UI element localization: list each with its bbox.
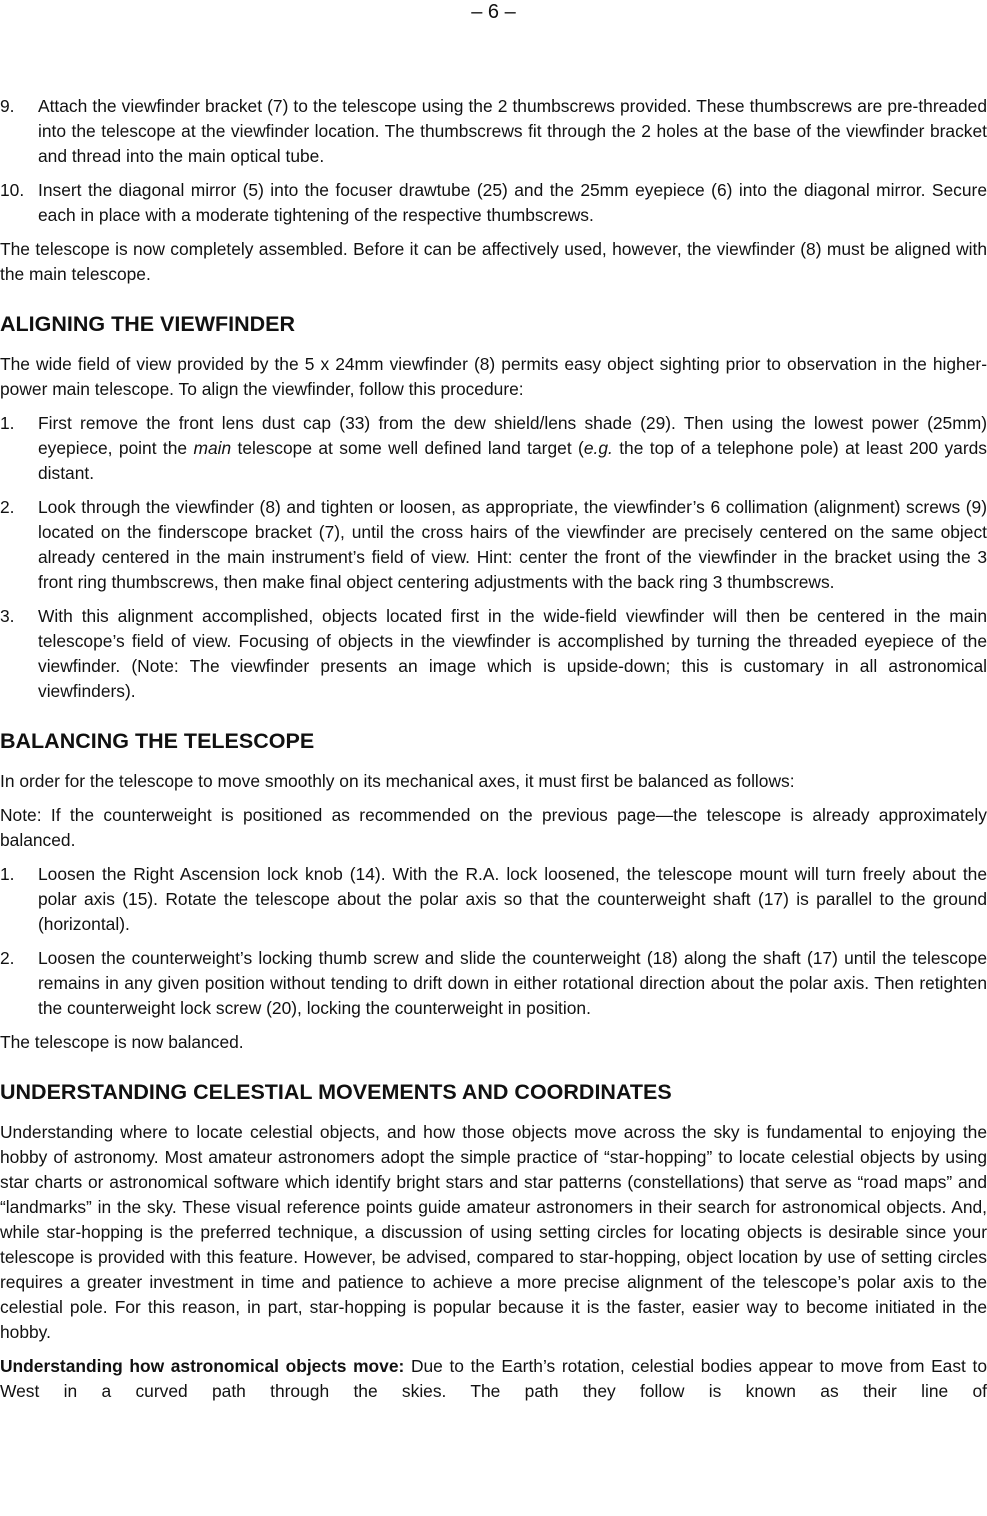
step-number: 3.: [0, 606, 15, 626]
assembled-note: The telescope is now completely assembled. Before it can be affectively used, however, the viewfinder (8) must be aligned with the main telescope.: [0, 239, 987, 284]
step-text: Look through the viewfinder (8) and tighten or loosen, as appropriate, the viewfinder’s 6 collimation (alignment) screws (9) located on the finderscope bracket (7), until the cross hairs of the viewfinder are precisely centered on the same object already centered in the main instrument’s field of view. Hint: center the front of the viewfinder in the bracket using the 3 front ring thumbscrews, then make final object centering adjustments with the back ring 3 thumbscrews.: [38, 497, 987, 592]
page-number: – 6 –: [471, 1, 516, 23]
assembly-step-10: [0, 178, 987, 228]
step-text: First remove the front lens dust cap (33) from the dew shield/lens shade (29). Then using the lowest power (25mm) eyepiece, point the main telescope at some well defined land target (e.g. the top of a telephone pole) at least 200 yards distant.: [38, 413, 987, 483]
balancing-intro: In order for the telescope to move smoothly on its mechanical axes, it must first be balanced as follows:: [0, 771, 795, 791]
step-text: Attach the viewfinder bracket (7) to the telescope using the 2 thumbscrews provided. These thumbscrews are pre-threaded into the telescope at the viewfinder location. The thumbscrews fit through the 2 holes at the base of the viewfinder bracket and thread into the main optical tube.: [38, 96, 987, 166]
step-text: Loosen the counterweight’s locking thumb screw and slide the counterweight (18) along the shaft (17) until the telescope remains in any given position without tending to drift down in either rotational direction about the polar axis. Then retighten the counterweight lock screw (20), locking the counterweight in position.: [38, 948, 987, 1018]
assembly-step-9: [0, 94, 987, 169]
step-number: 1.: [0, 864, 15, 884]
heading-celestial-movements: UNDERSTANDING CELESTIAL MOVEMENTS AND COORDINATES: [0, 1080, 672, 1104]
step-text: Loosen the Right Ascension lock knob (14). With the R.A. lock loosened, the telescope mount will turn freely about the polar axis (15). Rotate the telescope about the polar axis so that the counterweight shaft (17) is parallel to the ground (horizontal).: [38, 864, 987, 934]
balancing-step-2: [0, 946, 987, 1021]
step-number: 1.: [0, 413, 15, 433]
aligning-intro: The wide field of view provided by the 5 x 24mm viewfinder (8) permits easy object sighting prior to observation in the higher-power main telescope. To align the viewfinder, follow this procedure:: [0, 354, 987, 399]
step-text: Insert the diagonal mirror (5) into the focuser drawtube (25) and the 25mm eyepiece (6) into the diagonal mirror. Secure each in place with a moderate tightening of the respective thumbscrews.: [38, 180, 987, 225]
aligning-step-2: [0, 495, 987, 595]
aligning-step-3: [0, 604, 987, 704]
paragraph-text: Due to the Earth’s rotation, celestial bodies appear to move from East to West in a curved path through the skies. The path they follow is known as their line of: [0, 1356, 987, 1401]
step-number: 9.: [0, 96, 15, 116]
celestial-paragraph-2: [0, 1354, 987, 1404]
paragraph-lead: Understanding how astronomical objects move:: [0, 1356, 405, 1376]
step-text: With this alignment accomplished, objects located first in the wide-field viewfinder will then be centered in the main telescope’s field of view. Focusing of objects in the viewfinder is accomplished by turning the threaded eyepiece of the viewfinder. (Note: The viewfinder presents an image which is upside-down; this is customary in all astronomical viewfinders).: [38, 606, 987, 701]
heading-balancing-telescope: BALANCING THE TELESCOPE: [0, 729, 315, 753]
page-content: [0, 94, 987, 1413]
balancing-outro: The telescope is now balanced.: [0, 1032, 244, 1052]
heading-aligning-viewfinder: ALIGNING THE VIEWFINDER: [0, 312, 296, 336]
step-number: 2.: [0, 948, 15, 968]
aligning-step-1: [0, 411, 987, 486]
balancing-note: Note: If the counterweight is positioned as recommended on the previous page—the telescope is already approximately balanced.: [0, 805, 987, 850]
step-number: 2.: [0, 497, 15, 517]
step-number: 10.: [0, 180, 25, 200]
celestial-paragraph-1: Understanding where to locate celestial objects, and how those objects move across the sky is fundamental to enjoying the hobby of astronomy. Most amateur astronomers adopt the simple practice of “star-hopping” to locate celestial objects by using star charts or astronomical software which identify bright stars and star patterns (constellations) that serve as “road maps” and “landmarks” in the sky. These visual reference points guide amateur astronomers in their search for astronomical objects. And, while star-hopping is the preferred technique, a discussion of using setting circles for locating objects is desirable since your telescope is provided with this feature. However, be advised, compared to star-hopping, object location by use of setting circles requires a greater investment in time and patience to achieve a more precise alignment of the telescope’s polar axis to the celestial pole. For this reason, in part, star-hopping is popular because it is the faster, easier way to become initiated in the hobby.: [0, 1122, 987, 1342]
balancing-step-1: [0, 862, 987, 937]
